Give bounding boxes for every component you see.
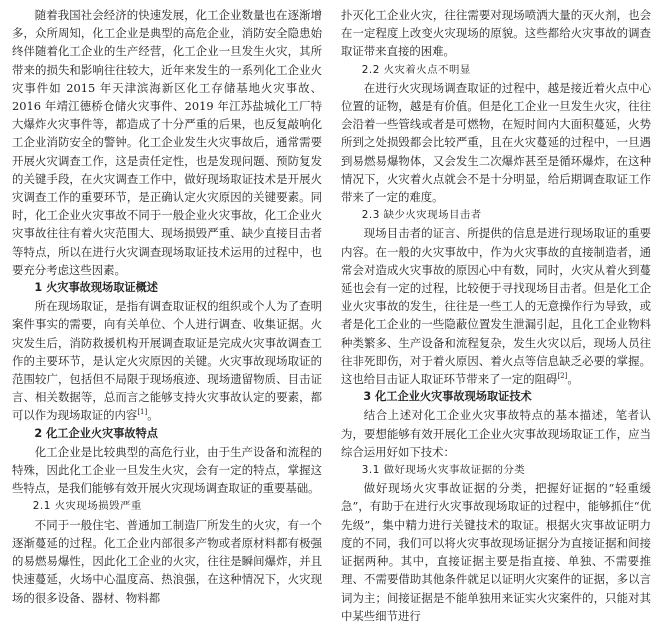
subsection-2-2-paragraph: 在进行火灾现场调查取证的过程中，越是接近着火点中心位置的证物，越是有价值。但是化工企业一旦发生火灾，往往会沿着一些管线或者是可燃物，在短时间内大面积蔓延，火势所到之处损毁都会比较严重，且在火灾蔓延的过程中，一旦遇到易燃易爆物体，又会发生二次爆炸甚至是循环爆炸，在这种情况下，火灾着火点就会不是十分明显，给后期调查取证工作带来了一定的难度。 [341, 80, 651, 205]
subsection-2-1-paragraph: 不同于一般住宅、普通加工制造厂所发生的火灾，有一个逐渐蔓延的过程。化工企业内部很多产物或者原材料都有极强的易燃易爆性，因此化工企业的火灾，往往是瞬间爆炸，并且快速蔓延，火场中心温度高、热浪强，在这种情况下，火灾现场的很多设备、器材、物料都 [12, 517, 322, 605]
citation-ref-1: [1] [137, 408, 148, 417]
section-3-paragraph: 结合上述对化工企业火灾事故特点的基本描述，笔者认为，要想能够有效开展化工企业火灾事故现场取证工作，应当综合运用好如下技术： [341, 408, 651, 459]
section-heading-2: 2 化工企业火灾事故特点 [34, 426, 158, 440]
left-column [12, 6, 322, 607]
subsection-heading-2-1: 2.1 火灾现场损毁严重 [32, 500, 142, 513]
section-1-text: 所在现场取证，是指有调查取证权的组织或个人为了查明案件事实的需要，向有关单位、个人进行调查、收集证据。火灾发生后，消防救援机构开展调查取证是完成火灾事故调查工作的主要环节，是认定火灾原因的关键。火灾事故现场取证的范围较广，包括但不局限于现场痕迹、现场遗留物质、目击证言、相关数据等，总而言之能够支持火灾事故认定的要素，都可以作为现场取证的内容 [12, 299, 322, 423]
section-heading-3: 3 化工企业火灾事故现场取证技术 [363, 390, 532, 404]
intro-paragraph: 随着我国社会经济的快速发展，化工企业数量也在逐渐增多，众所周知，化工企业是典型的高危企业，消防安全隐患始终伴随着化工企业的生产经营，化工企业一旦发生火灾，其所带来的损失和影响往往较大，近年来发生的一系列化工企业火灾事件如 2015 年天津滨海新区化工存储基地火灾事故、2016 年靖江德桥仓储火灾事件、2019 年江苏盐城化工厂特大爆炸火灾事件等，都造成了十分严重的后果，也反复敲响化工企业消防安全的警钟。化工企业发生火灾事故后，通常需要开展火灾调查工作，这是责任定性，也是发现问题、预防复发的关键手段，在火灾调查工作中，做好现场取证技术是开展火灾调查工作的重要环节，是正确认定火灾原因的关键要素。同时，化工企业火灾事故不同于一般企业火灾事故，化工企业火灾事故往往有着火灾范围大、现场损毁严重、缺少直接目击者等特点，所以在进行火灾调查现场取证技术运用的过程中，也要充分考虑这些因素。 [12, 8, 322, 277]
subsection-2-3-end: 。 [567, 372, 579, 387]
citation-ref-2: [2] [557, 372, 568, 381]
subsection-2-3-paragraph [341, 224, 651, 388]
continued-paragraph: 扑灭化工企业火灾，往往需要对现场喷洒大量的灭火剂，也会在一定程度上改变火灾现场的原貌。这些都给火灾事故的调查取证带来直接的困难。 [341, 8, 651, 59]
subsection-3-1-paragraph: 做好现场火灾事故证据的分类，把握好证据的“轻重缓急”，有助于在进行火灾事故现场取证的过程中，能够抓住“优先级”，集中精力进行关键技术的取证。根据火灾事故证明力度的不同，我们可以将火灾事故现场证据分为直接证据和间接证据两种。其中，直接证据主要是指直接、单独、不需要推理、不需要借助其他条件就足以证明火灾案件的证据，多以言词为主；间接证据是不能单独用来证实火灾案件的，只能对其中某些细节进行 [341, 481, 651, 623]
subsection-heading-3-1: 3.1 做好现场火灾事故证据的分类 [361, 464, 526, 477]
section-1-paragraph [12, 297, 322, 424]
section-heading-1: 1 火灾事故现场取证概述 [34, 281, 158, 295]
right-column [341, 6, 651, 625]
section-1-end: 。 [147, 408, 159, 423]
subsection-2-3-text: 现场目击者的证言、所提供的信息是进行现场取证的重要内容。在一般的火灾事故中，作为火灾事故的直接制造者，通常会对造成火灾事故的原因心中有数，同时，火灾从着火到蔓延也会有一定的过程，比较便于寻找现场目击者。但是化工企业火灾事故的发生，往往是一些工人的无意操作行为导致，或者是化工企业的一些隐蔽位置发生泄漏引起，且化工企业物料种类繁多、生产设备和流程复杂，发生火灾以后，现场人员往往非死即伤，对于着火原因、着火点等信息缺乏必要的掌握。这也给目击证人取证环节带来了一定的阻碍 [341, 226, 651, 387]
subsection-heading-2-3: 2.3 缺少火灾现场目击者 [361, 209, 482, 222]
subsection-heading-2-2: 2.2 火灾着火点不明显 [361, 63, 471, 76]
section-2-paragraph: 化工企业是比较典型的高危行业，由于生产设备和流程的特殊，因此化工企业一旦发生火灾，会有一定的特点，掌握这些特点，是我们能够有效开展火灾现场调查取证的重要基础。 [12, 444, 322, 496]
